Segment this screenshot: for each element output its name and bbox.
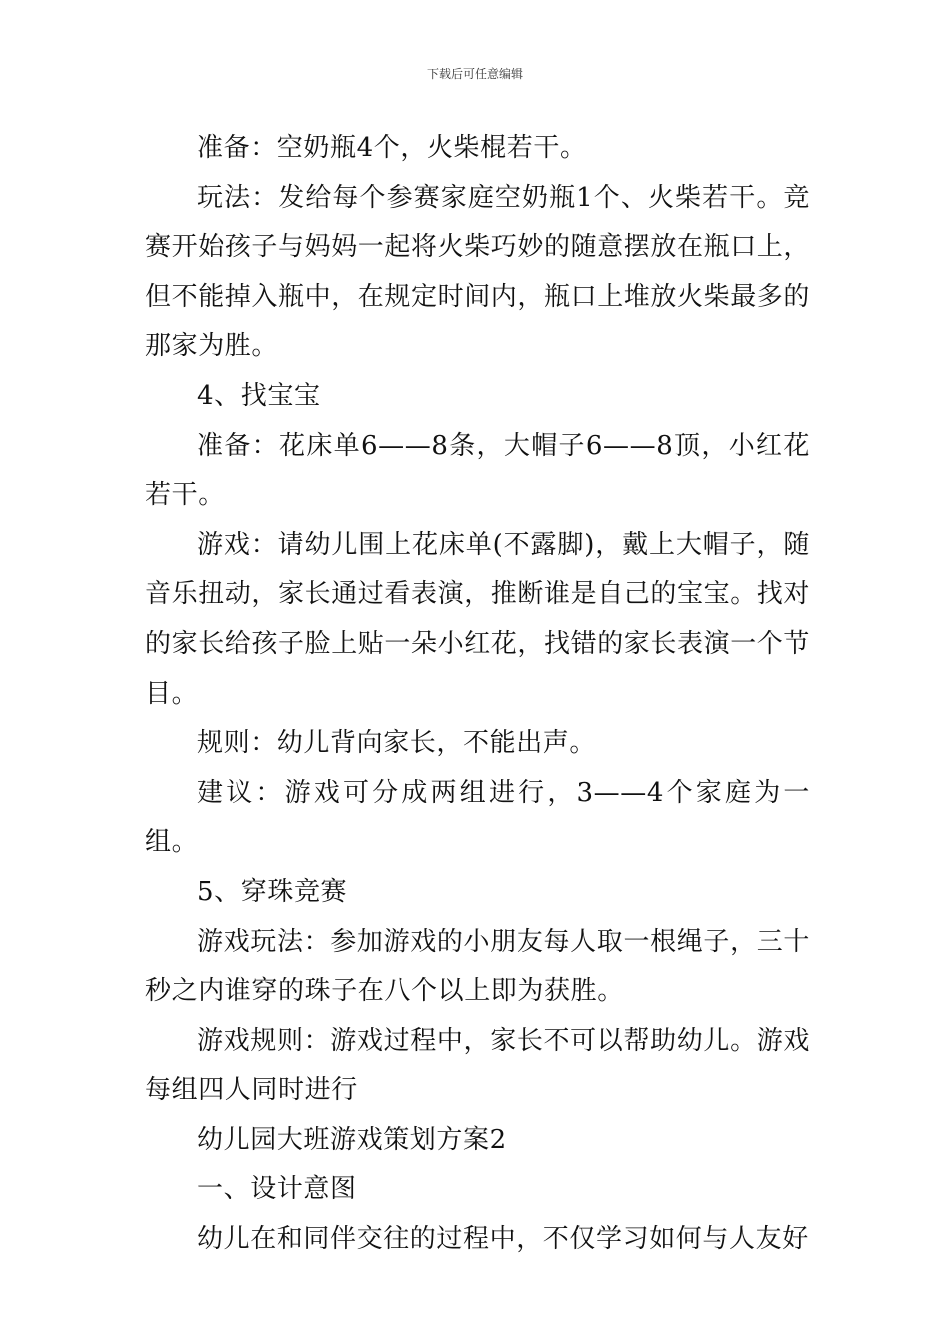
paragraph-preparation-bottle: 准备：空奶瓶4个，火柴棍若干。	[197, 133, 587, 163]
section-heading-bead-contest: 5、穿珠竞赛	[197, 876, 348, 907]
plan-title: 幼儿园大班游戏策划方案2	[197, 1124, 507, 1155]
section-heading-design-intent: 一、设计意图	[197, 1174, 357, 1205]
paragraph-design-intent: 幼儿在和同伴交往的过程中，不仅学习如何与人友好	[197, 1224, 809, 1255]
paragraph-rules-find-baby: 规则：幼儿背向家长，不能出声。	[197, 728, 597, 759]
paragraph-game-find-baby: 游戏：请幼儿围上花床单(不露脚)，戴上大帽子，随音乐扭动，家长通过看表演，推断谁是自己的宝宝。找对的家长给孩子脸上贴一朵小红花，找错的家长表演一个节目。	[145, 529, 811, 709]
page-header: 下载后可任意编辑	[426, 67, 523, 81]
paragraph-bead-gameplay: 游戏玩法：参加游戏的小朋友每人取一根绳子，三十秒之内谁穿的珠子在八个以上即为获胜。	[145, 926, 810, 1007]
paragraph-bead-rules: 游戏规则：游戏过程中，家长不可以帮助幼儿。游戏每组四人同时进行	[145, 1025, 810, 1106]
document-body	[145, 124, 810, 1265]
paragraph-gameplay-matches: 玩法：发给每个参赛家庭空奶瓶1个、火柴若干。竞赛开始孩子与妈妈一起将火柴巧妙的随意摆放在瓶口上，但不能掉入瓶中，在规定时间内，瓶口上堆放火柴最多的那家为胜。	[145, 182, 811, 362]
section-heading-find-baby: 4、找宝宝	[197, 380, 321, 411]
paragraph-preparation-bedsheet: 准备：花床单6——8条，大帽子6——8顶，小红花若干。	[145, 430, 810, 511]
paragraph-suggestion: 建议：游戏可分成两组进行，3——4个家庭为一组。	[145, 777, 810, 858]
